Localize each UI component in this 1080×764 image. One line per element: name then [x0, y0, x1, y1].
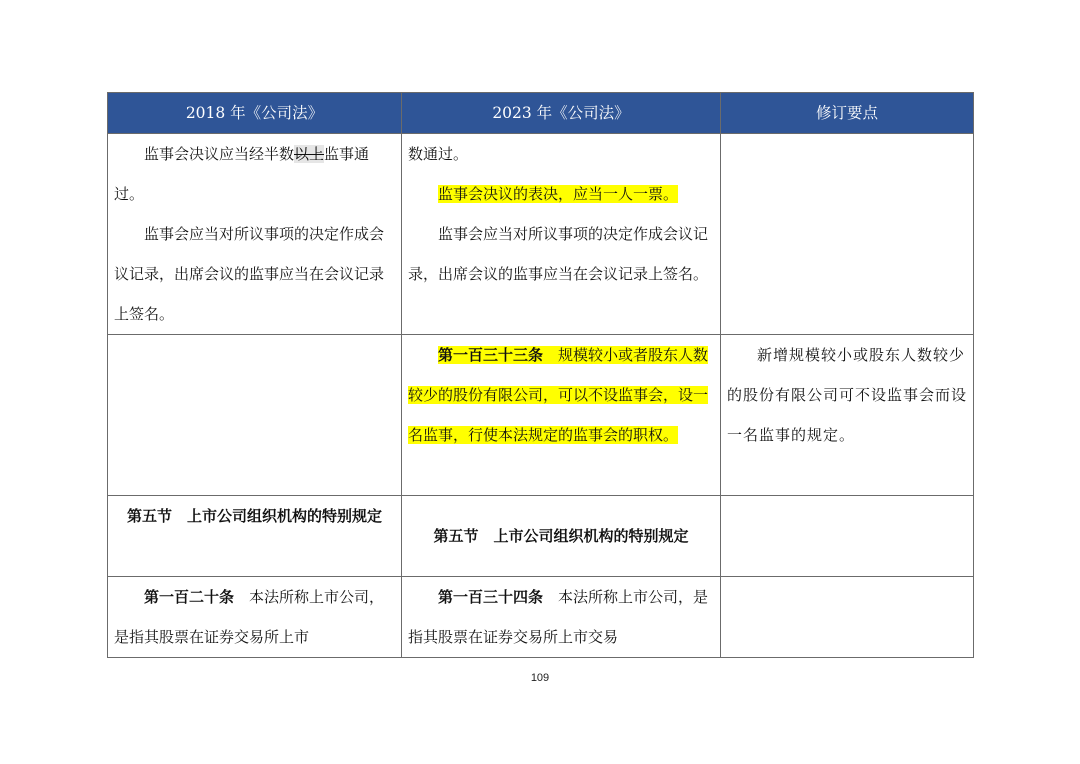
- paragraph: [408, 174, 714, 214]
- cell-notes: [721, 496, 974, 577]
- cell-2018: [108, 577, 402, 658]
- article-text: 规模较小或者股东人数较少的股份有限公司，可以不设监事会，设一名监事，行使本法规定的监事会的职权。: [408, 346, 709, 444]
- cell-notes: [721, 577, 974, 658]
- paragraph: [408, 577, 714, 657]
- cell-2018: [108, 134, 402, 335]
- paragraph: 监事会应当对所议事项的决定作成会议记录，出席会议的监事应当在会议记录上签名。: [114, 225, 385, 323]
- paragraph: 监事会应当对所议事项的决定作成会议记录，出席会议的监事应当在会议记录上签名。: [408, 225, 709, 283]
- table-row: [108, 496, 974, 577]
- cell-notes: [721, 335, 974, 496]
- highlighted-text: 监事会决议的表决，应当一人一票。: [438, 185, 679, 203]
- cell-2023: [402, 134, 721, 335]
- paragraph: [408, 335, 714, 455]
- header-revision-points: 修订要点: [721, 93, 974, 134]
- article-title: 第一百二十条: [144, 588, 235, 606]
- section-title: 第五节 上市公司组织机构的特别规定: [433, 527, 689, 545]
- article-text: 本法所称上市公司，是指其股票在证券交易所上市: [114, 588, 385, 646]
- cell-2018: [108, 496, 402, 577]
- header-2018-law: 2018 年《公司法》: [108, 93, 402, 134]
- article-title: 第一百三十四条: [438, 588, 544, 606]
- paragraph: [114, 134, 395, 214]
- cell-2023: [402, 577, 721, 658]
- table-row: [108, 134, 974, 335]
- page-number: 109: [530, 672, 550, 684]
- deleted-text: 以上: [294, 145, 325, 163]
- article-title: 第一百三十三条: [438, 346, 544, 364]
- section-title: 第五节 上市公司组织机构的特别规定: [126, 507, 382, 525]
- table-header-row: [108, 93, 974, 134]
- table-row: [108, 577, 974, 658]
- cell-2018: [108, 335, 402, 496]
- cell-2023: [402, 335, 721, 496]
- paragraph: 数通过。: [408, 145, 469, 163]
- text: 监事会决议应当经半数: [144, 145, 295, 163]
- article-text: 本法所称上市公司，是指其股票在证券交易所上市交易: [408, 588, 709, 646]
- cell-notes: [721, 134, 974, 335]
- revision-note: 新增规模较小或股东人数较少的股份有限公司可不设监事会而设一名监事的规定。: [727, 346, 968, 444]
- comparison-table: [107, 92, 974, 658]
- paragraph: [114, 577, 395, 657]
- table-row: [108, 335, 974, 496]
- cell-2023: [402, 496, 721, 577]
- header-2023-law: 2023 年《公司法》: [402, 93, 721, 134]
- text: 监事通过。: [114, 145, 370, 203]
